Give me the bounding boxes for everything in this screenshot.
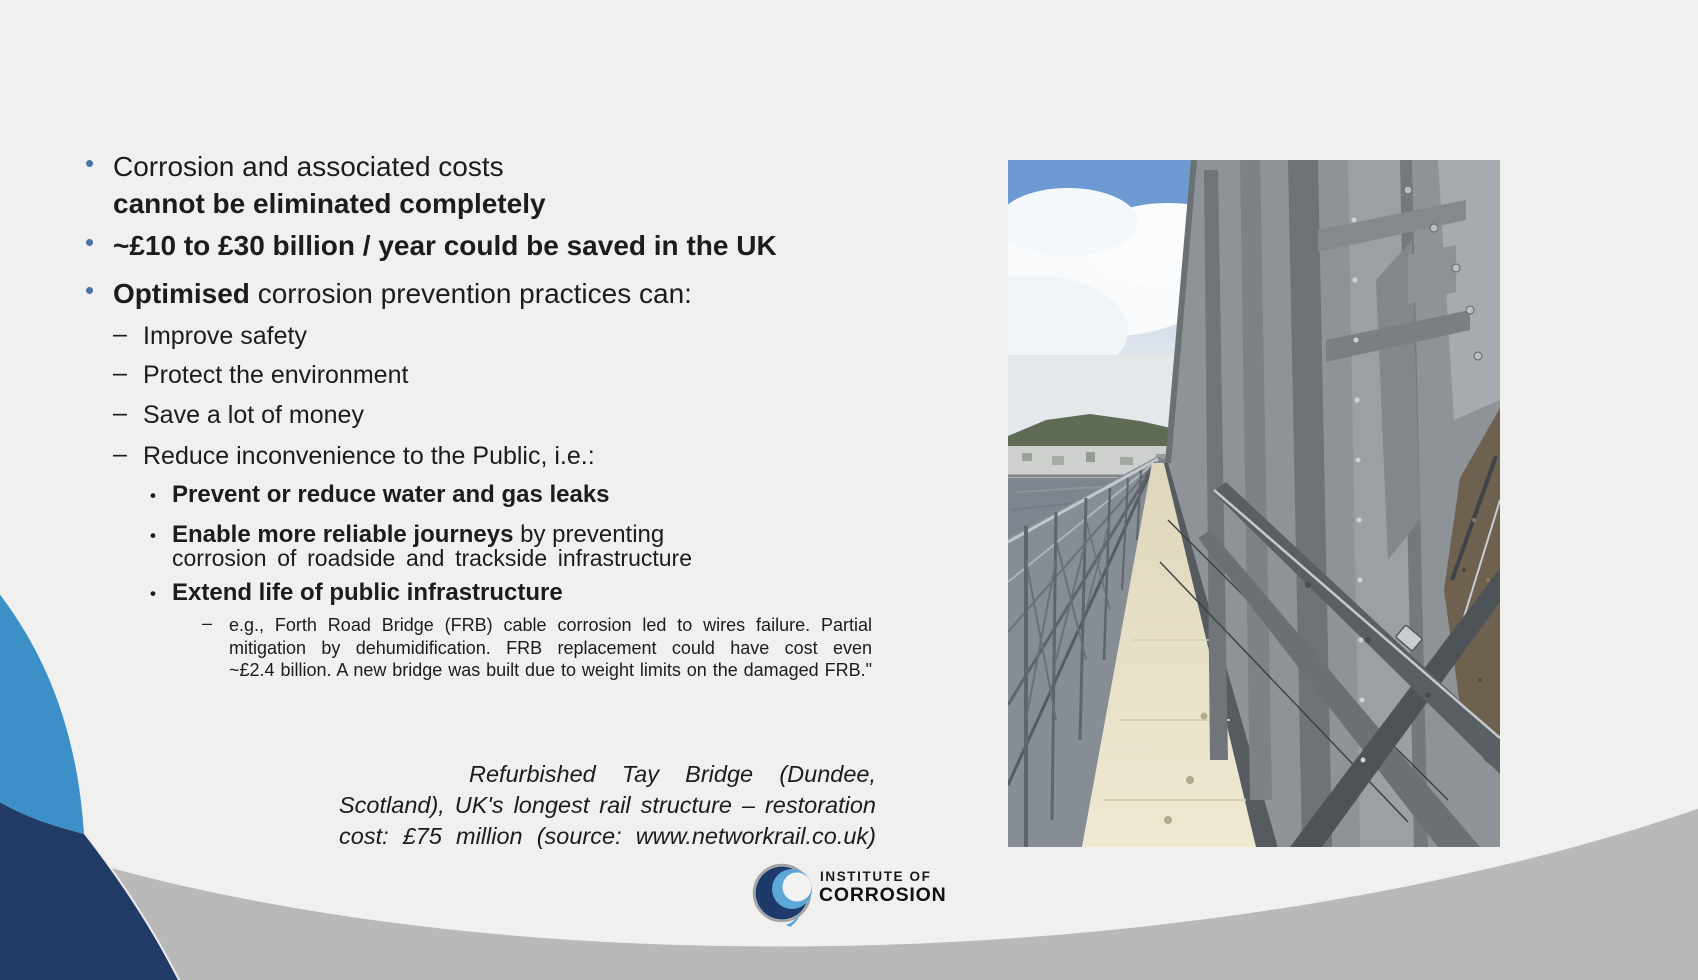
sub-bullet-2-bold: Enable more reliable journeys [172, 521, 514, 548]
example-note [229, 614, 872, 682]
caption-line-1: Refurbished Tay Bridge (Dundee, [469, 761, 876, 787]
bullet-icon: • [150, 486, 156, 505]
logo-text-line-1: INSTITUTE OF [820, 869, 932, 884]
caption-line-3: cost: £75 million (source: www.networkrail.co.uk) [339, 823, 876, 849]
bullet-3-rest: corrosion prevention practices can: [249, 278, 692, 309]
dash-icon: – [113, 440, 127, 468]
bullet-2: ~£10 to £30 billion / year could be saved in the UK [113, 230, 777, 261]
logo-text-line-2: CORROSION [819, 884, 947, 906]
bullet-1-line-1: Corrosion and associated costs [113, 151, 504, 182]
bullet-icon: • [150, 526, 156, 545]
dash-item-3: Save a lot of money [143, 401, 364, 429]
dash-icon: – [202, 613, 213, 633]
bullet-3-bold: Optimised [113, 278, 250, 309]
bullet-icon: • [85, 227, 95, 257]
dash-icon: – [113, 359, 127, 387]
bullet-icon: • [85, 148, 95, 178]
example-note-line-3: ~£2.4 billion. A new bridge was built due to weight limits on the damaged FRB." [229, 660, 872, 680]
bullet-1-line-2: cannot be eliminated completely [113, 188, 546, 219]
example-note-line-1: e.g., Forth Road Bridge (FRB) cable corrosion led to wires failure. Partial [229, 615, 872, 635]
caption-line-2: Scotland), UK's longest rail structure – restoration [339, 792, 876, 818]
dash-item-4: Reduce inconvenience to the Public, i.e.: [143, 442, 595, 470]
sub-bullet-3: Extend life of public infrastructure [172, 579, 563, 606]
sub-bullet-1: Prevent or reduce water and gas leaks [172, 481, 610, 508]
example-note-line-2: mitigation by dehumidification. FRB replacement could have cost even [229, 637, 872, 658]
institute-of-corrosion-logo-icon [752, 861, 814, 939]
dash-icon: – [113, 320, 127, 348]
dash-icon: – [113, 399, 127, 427]
bullet-icon: • [85, 275, 95, 305]
dash-item-2: Protect the environment [143, 361, 409, 389]
dash-item-1: Improve safety [143, 322, 307, 350]
bullet-icon: • [150, 584, 156, 603]
bridge-photo [1008, 160, 1500, 847]
photo-caption [339, 759, 876, 852]
bullet-3 [113, 278, 692, 310]
sub-bullet-2-wrap: corrosion of roadside and trackside infrastructure [172, 545, 692, 571]
light-blue-wedge [0, 592, 84, 834]
sub-bullet-2-rest: by preventing [513, 521, 665, 548]
